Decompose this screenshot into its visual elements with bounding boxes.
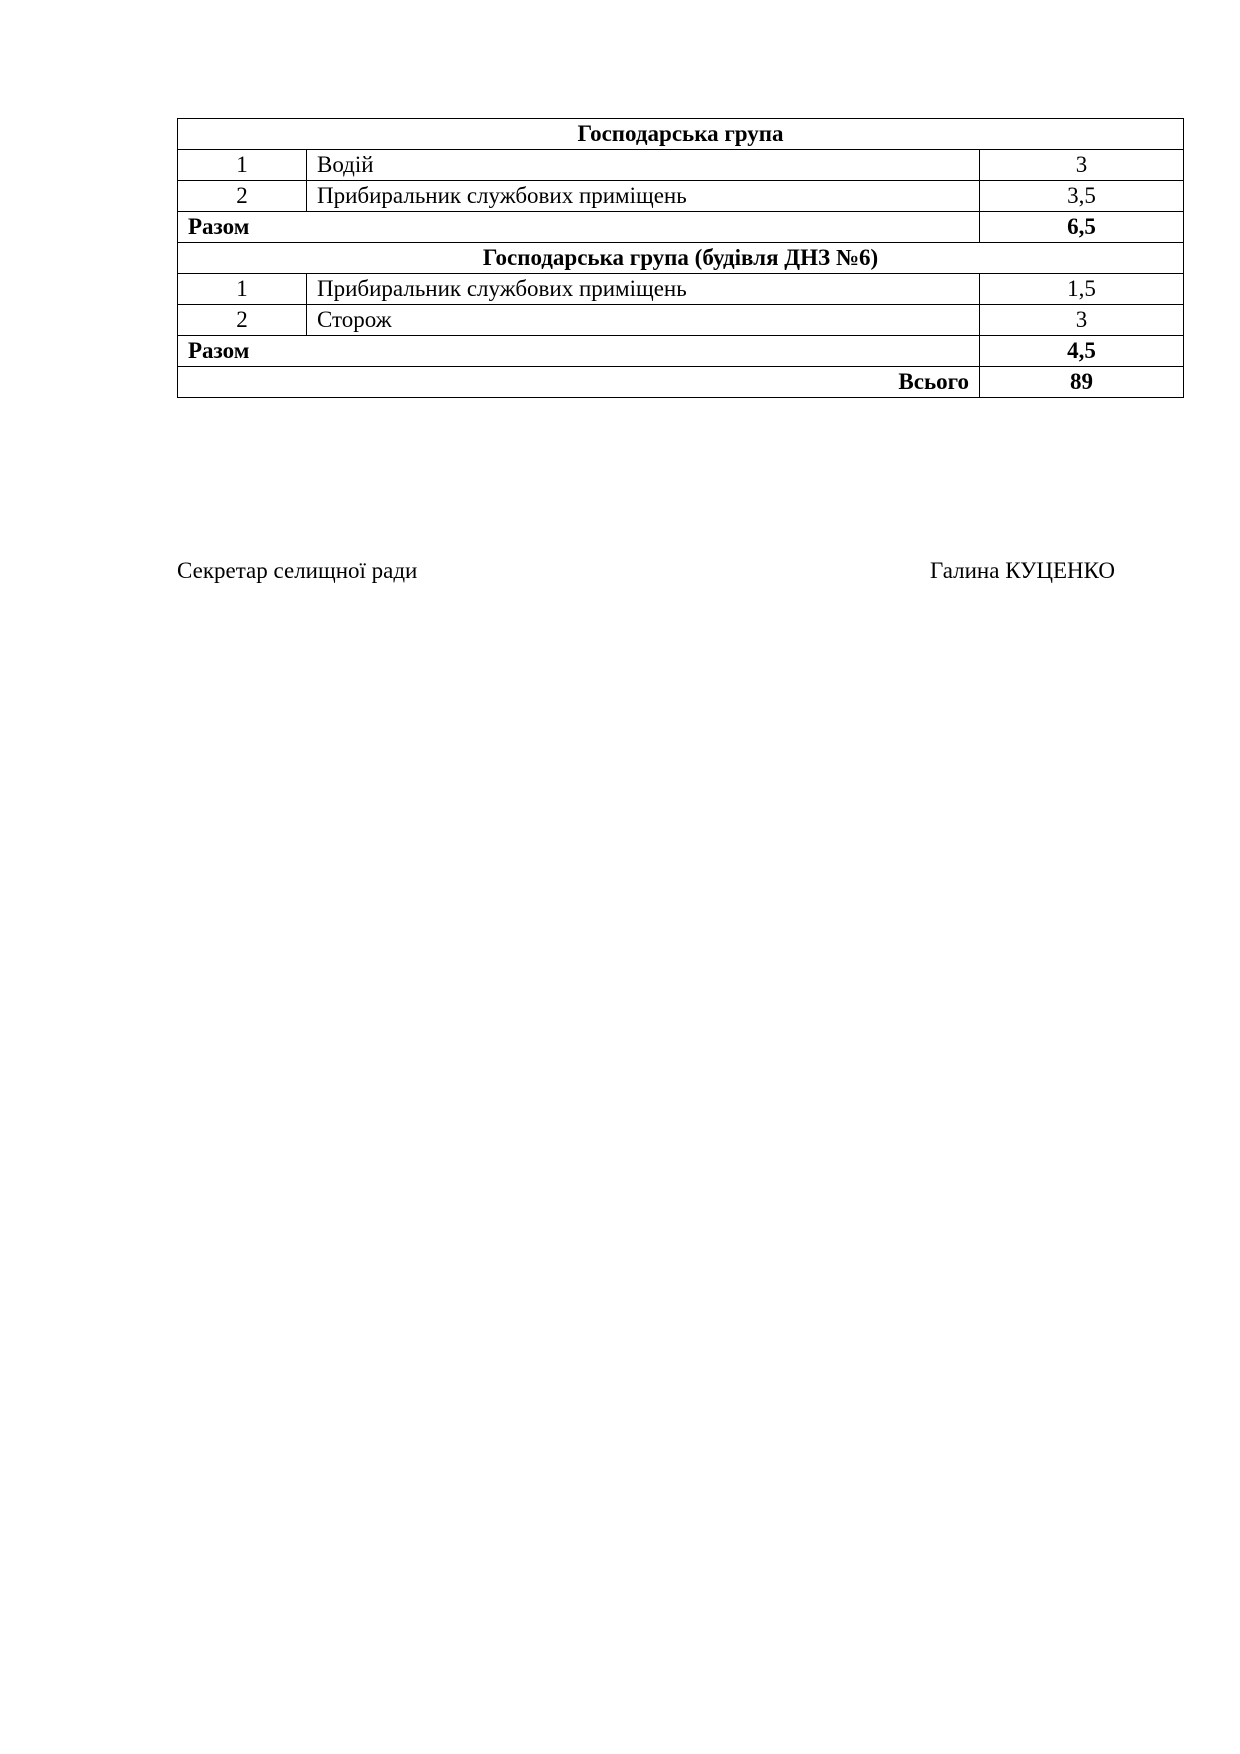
table-row <box>178 305 1184 336</box>
grand-total-row <box>178 367 1184 398</box>
position-name: Сторож <box>307 305 980 336</box>
row-number: 1 <box>178 274 307 305</box>
subtotal-value: 6,5 <box>980 212 1184 243</box>
subtotal-row <box>178 336 1184 367</box>
staffing-table <box>177 118 1184 398</box>
subtotal-label: Разом <box>178 212 980 243</box>
subtotal-row <box>178 212 1184 243</box>
staff-count: 3 <box>980 305 1184 336</box>
grand-total-value: 89 <box>980 367 1184 398</box>
group-title: Господарська група (будівля ДНЗ №6) <box>178 243 1184 274</box>
subtotal-label: Разом <box>178 336 980 367</box>
staff-count: 1,5 <box>980 274 1184 305</box>
position-name: Прибиральник службових приміщень <box>307 181 980 212</box>
table-row <box>178 274 1184 305</box>
staff-count: 3,5 <box>980 181 1184 212</box>
staff-count: 3 <box>980 150 1184 181</box>
group-header-row <box>178 119 1184 150</box>
grand-total-label: Всього <box>178 367 980 398</box>
signer-name: Галина КУЦЕНКО <box>930 558 1115 583</box>
group-title: Господарська група <box>178 119 1184 150</box>
row-number: 2 <box>178 305 307 336</box>
position-name: Водій <box>307 150 980 181</box>
row-number: 1 <box>178 150 307 181</box>
table-row <box>178 150 1184 181</box>
table-row <box>178 181 1184 212</box>
group-header-row <box>178 243 1184 274</box>
row-number: 2 <box>178 181 307 212</box>
subtotal-value: 4,5 <box>980 336 1184 367</box>
position-name: Прибиральник службових приміщень <box>307 274 980 305</box>
signer-role: Секретар селищної ради <box>177 558 418 583</box>
